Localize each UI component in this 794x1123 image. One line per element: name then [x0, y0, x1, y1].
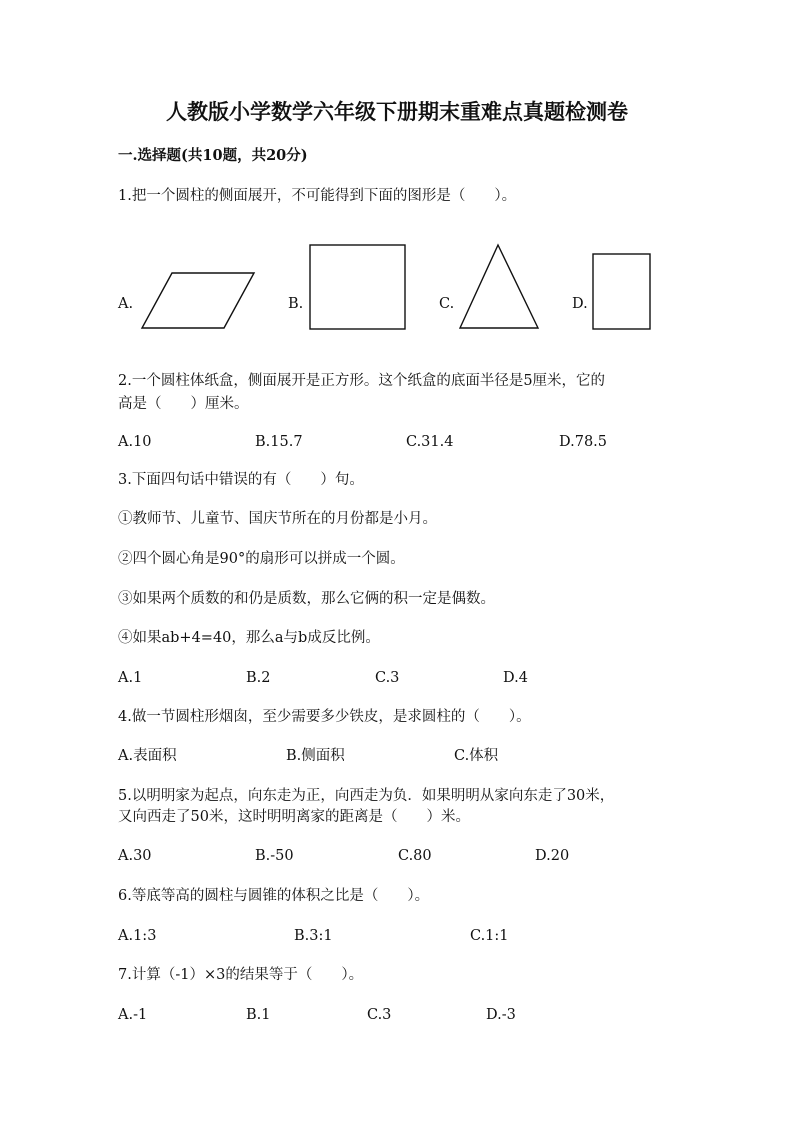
question-5-line1: 5.以明明家为起点，向东走为正，向西走为负．如果明明从家向东走了30米， — [118, 788, 615, 804]
q5-option-d: D.20 — [535, 848, 570, 864]
q2-option-c: C.31.4 — [406, 434, 454, 450]
question-6-text: 6.等底等高的圆柱与圆锥的体积之比是（ ）。 — [118, 888, 430, 904]
q6-option-b: B.3:1 — [294, 928, 333, 944]
section-heading: 一.选择题(共10题，共20分) — [118, 147, 308, 164]
q7-option-d: D.-3 — [486, 1007, 516, 1023]
q1-option-a-label: A. — [118, 296, 134, 312]
q1-option-b-label: B. — [288, 296, 304, 312]
q3-statement-4: ④如果ab+4=40，那么a与b成反比例。 — [118, 630, 380, 646]
question-2-line1: 2.一个圆柱体纸盒，侧面展开是正方形。这个纸盒的底面半径是5厘米，它的 — [118, 373, 606, 389]
question-5-line2: 又向西走了50米，这时明明离家的距离是（ ）米。 — [118, 809, 470, 825]
rectangle-figure — [591, 252, 653, 332]
q4-option-a: A.表面积 — [118, 748, 177, 764]
page-title: 人教版小学数学六年级下册期末重难点真题检测卷 — [166, 99, 628, 124]
q3-option-c: C.3 — [375, 670, 400, 686]
q7-option-b: B.1 — [246, 1007, 271, 1023]
q2-option-d: D.78.5 — [559, 434, 608, 450]
question-3-text: 3.下面四句话中错误的有（ ）句。 — [118, 472, 364, 488]
q7-option-a: A.-1 — [118, 1007, 148, 1023]
q3-statement-3: ③如果两个质数的和仍是质数，那么它俩的积一定是偶数。 — [118, 591, 495, 607]
square-figure — [308, 243, 408, 331]
q6-option-a: A.1:3 — [118, 928, 157, 944]
question-7-text: 7.计算（-1）×3的结果等于（ ）。 — [118, 967, 364, 983]
q6-option-c: C.1:1 — [470, 928, 509, 944]
q4-option-c: C.体积 — [454, 748, 499, 764]
q3-option-d: D.4 — [503, 670, 528, 686]
q1-option-c-label: C. — [439, 296, 455, 312]
parallelogram-figure — [138, 270, 258, 332]
q5-option-a: A.30 — [118, 848, 152, 864]
q7-option-c: C.3 — [367, 1007, 392, 1023]
q5-option-b: B.-50 — [255, 848, 294, 864]
q1-option-d-label: D. — [572, 296, 588, 312]
question-1-text: 1.把一个圆柱的侧面展开，不可能得到下面的图形是（ ）。 — [118, 188, 517, 204]
triangle-figure — [456, 242, 542, 332]
q2-option-a: A.10 — [118, 434, 152, 450]
q5-option-c: C.80 — [398, 848, 432, 864]
q3-statement-2: ②四个圆心角是90°的扇形可以拼成一个圆。 — [118, 551, 405, 567]
q2-option-b: B.15.7 — [255, 434, 303, 450]
q4-option-b: B.侧面积 — [286, 748, 345, 764]
q3-option-a: A.1 — [118, 670, 143, 686]
q3-statement-1: ①教师节、儿童节、国庆节所在的月份都是小月。 — [118, 511, 437, 527]
question-2-line2: 高是（ ）厘米。 — [118, 396, 249, 412]
question-4-text: 4.做一节圆柱形烟囱，至少需要多少铁皮，是求圆柱的（ ）。 — [118, 709, 531, 725]
q3-option-b: B.2 — [246, 670, 271, 686]
